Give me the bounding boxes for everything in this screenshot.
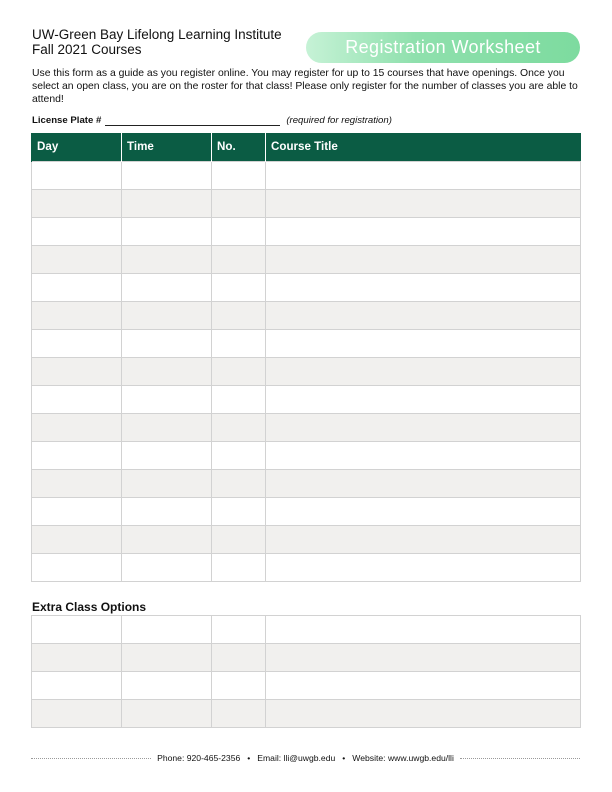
time-cell[interactable] xyxy=(122,189,212,217)
course-title-cell[interactable] xyxy=(266,616,581,644)
no-cell[interactable] xyxy=(212,553,266,581)
intro-instructions: Use this form as a guide as you register online. You may register for up to 15 courses that have openings. Once you select an open class, you are on the roster for that class! Please only register for the number of classes you are able to attend! xyxy=(32,68,578,106)
course-table-body xyxy=(32,161,581,581)
footer-email[interactable]: Email: lli@uwgb.edu xyxy=(257,753,336,763)
no-cell[interactable] xyxy=(212,301,266,329)
day-cell[interactable] xyxy=(32,301,122,329)
table-row xyxy=(32,273,581,301)
registration-worksheet-badge: Registration Worksheet xyxy=(306,32,580,63)
license-plate-required-note: (required for registration) xyxy=(286,115,392,126)
time-cell[interactable] xyxy=(122,273,212,301)
day-cell[interactable] xyxy=(32,385,122,413)
footer-contact-info xyxy=(151,753,460,763)
time-cell[interactable] xyxy=(122,616,212,644)
no-cell[interactable] xyxy=(212,189,266,217)
day-cell[interactable] xyxy=(32,217,122,245)
footer-website[interactable]: Website: www.uwgb.edu/lli xyxy=(352,753,454,763)
course-title-cell[interactable] xyxy=(266,161,581,189)
day-cell[interactable] xyxy=(32,245,122,273)
table-row xyxy=(32,245,581,273)
no-cell[interactable] xyxy=(212,273,266,301)
course-title-cell[interactable] xyxy=(266,273,581,301)
table-row xyxy=(32,644,581,672)
time-cell[interactable] xyxy=(122,469,212,497)
course-title-cell[interactable] xyxy=(266,413,581,441)
course-title-cell[interactable] xyxy=(266,672,581,700)
day-cell[interactable] xyxy=(32,413,122,441)
no-cell[interactable] xyxy=(212,245,266,273)
day-cell[interactable] xyxy=(32,189,122,217)
no-cell[interactable] xyxy=(212,700,266,728)
course-title-cell[interactable] xyxy=(266,553,581,581)
day-cell[interactable] xyxy=(32,469,122,497)
day-cell[interactable] xyxy=(32,644,122,672)
table-row xyxy=(32,329,581,357)
table-row xyxy=(32,217,581,245)
day-cell[interactable] xyxy=(32,700,122,728)
license-plate-label: License Plate # xyxy=(32,115,102,126)
course-title-cell[interactable] xyxy=(266,497,581,525)
no-cell[interactable] xyxy=(212,329,266,357)
day-cell[interactable] xyxy=(32,329,122,357)
course-title-cell[interactable] xyxy=(266,644,581,672)
no-cell[interactable] xyxy=(212,525,266,553)
table-row xyxy=(32,413,581,441)
day-cell[interactable] xyxy=(32,525,122,553)
table-row xyxy=(32,525,581,553)
no-cell[interactable] xyxy=(212,644,266,672)
term-label: Fall 2021 Courses xyxy=(32,42,142,57)
no-cell[interactable] xyxy=(212,441,266,469)
course-table-header xyxy=(32,133,581,161)
time-cell[interactable] xyxy=(122,357,212,385)
course-title-cell[interactable] xyxy=(266,329,581,357)
time-cell[interactable] xyxy=(122,553,212,581)
course-title-cell[interactable] xyxy=(266,469,581,497)
day-cell[interactable] xyxy=(32,553,122,581)
table-row xyxy=(32,357,581,385)
no-cell[interactable] xyxy=(212,385,266,413)
course-title-cell[interactable] xyxy=(266,700,581,728)
extra-class-table-body xyxy=(32,616,581,728)
footer xyxy=(31,750,580,766)
time-cell[interactable] xyxy=(122,161,212,189)
footer-phone: Phone: 920-465-2356 xyxy=(157,753,241,763)
time-cell[interactable] xyxy=(122,525,212,553)
time-cell[interactable] xyxy=(122,497,212,525)
no-cell[interactable] xyxy=(212,672,266,700)
table-row xyxy=(32,469,581,497)
column-header-day: Day xyxy=(32,133,122,161)
extra-class-table xyxy=(31,615,581,728)
time-cell[interactable] xyxy=(122,672,212,700)
course-title-cell[interactable] xyxy=(266,189,581,217)
license-plate-input-line[interactable] xyxy=(105,117,280,126)
course-title-cell[interactable] xyxy=(266,245,581,273)
time-cell[interactable] xyxy=(122,245,212,273)
course-title-cell[interactable] xyxy=(266,525,581,553)
table-row xyxy=(32,161,581,189)
time-cell[interactable] xyxy=(122,700,212,728)
course-title-cell[interactable] xyxy=(266,357,581,385)
organization-heading xyxy=(32,27,282,57)
time-cell[interactable] xyxy=(122,301,212,329)
no-cell[interactable] xyxy=(212,413,266,441)
day-cell[interactable] xyxy=(32,273,122,301)
time-cell[interactable] xyxy=(122,441,212,469)
course-title-cell[interactable] xyxy=(266,217,581,245)
footer-separator: • xyxy=(247,753,251,763)
no-cell[interactable] xyxy=(212,217,266,245)
column-header-time: Time xyxy=(122,133,212,161)
table-row xyxy=(32,553,581,581)
footer-dotted-rule-left xyxy=(31,758,151,759)
table-row xyxy=(32,441,581,469)
table-row xyxy=(32,189,581,217)
column-header-no: No. xyxy=(212,133,266,161)
time-cell[interactable] xyxy=(122,217,212,245)
time-cell[interactable] xyxy=(122,385,212,413)
day-cell[interactable] xyxy=(32,616,122,644)
license-plate-field xyxy=(32,115,392,126)
time-cell[interactable] xyxy=(122,644,212,672)
extra-class-options-title: Extra Class Options xyxy=(32,600,147,614)
time-cell[interactable] xyxy=(122,413,212,441)
no-cell[interactable] xyxy=(212,357,266,385)
org-name: UW-Green Bay Lifelong Learning Institute xyxy=(32,27,282,42)
day-cell[interactable] xyxy=(32,441,122,469)
no-cell[interactable] xyxy=(212,497,266,525)
footer-dotted-rule-right xyxy=(460,758,580,759)
no-cell[interactable] xyxy=(212,469,266,497)
column-header-course-title: Course Title xyxy=(266,133,581,161)
day-cell[interactable] xyxy=(32,497,122,525)
day-cell[interactable] xyxy=(32,672,122,700)
table-row xyxy=(32,497,581,525)
table-row xyxy=(32,385,581,413)
table-row xyxy=(32,700,581,728)
no-cell[interactable] xyxy=(212,161,266,189)
day-cell[interactable] xyxy=(32,357,122,385)
no-cell[interactable] xyxy=(212,616,266,644)
table-row xyxy=(32,672,581,700)
table-row xyxy=(32,301,581,329)
footer-separator: • xyxy=(342,753,346,763)
course-title-cell[interactable] xyxy=(266,385,581,413)
course-title-cell[interactable] xyxy=(266,441,581,469)
day-cell[interactable] xyxy=(32,161,122,189)
course-table xyxy=(31,133,581,582)
time-cell[interactable] xyxy=(122,329,212,357)
table-row xyxy=(32,616,581,644)
course-title-cell[interactable] xyxy=(266,301,581,329)
